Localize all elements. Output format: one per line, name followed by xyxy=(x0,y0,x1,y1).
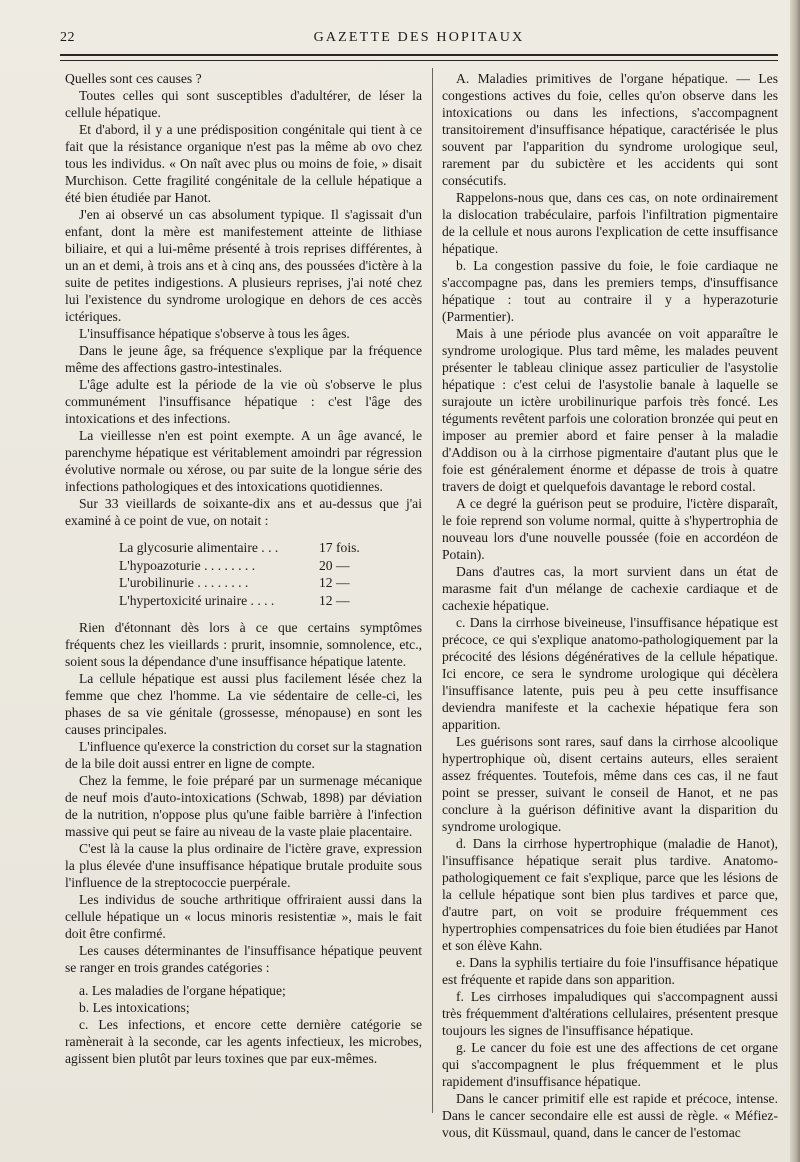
stat-label: La glycosurie alimentaire . . . xyxy=(119,540,279,555)
paragraph: g. Le cancer du foie est une des affections de cet organe qui s'accompagnent le plus fréquemment et le plus rapidement d'insuffisance hépatique. xyxy=(442,1040,778,1089)
stat-row xyxy=(119,592,369,610)
column-divider xyxy=(432,68,433,1113)
stat-row xyxy=(119,574,369,592)
stat-label: L'hypoazoturie . . . . . . . . xyxy=(119,557,256,573)
paragraph: Et d'abord, il y a une prédisposition congénitale qui tient à ce fait que la résistance organique n'est pas la même ab ovo chez tous les individus. « On naît avec plus ou moins de foie, » disait Murchison. Cette fragilité congénitale de la cellule hépatique a été bien étudiée par Hanot. xyxy=(65,122,422,205)
paragraph: Les causes déterminantes de l'insuffisance hépatique peuvent se ranger en trois grandes catégories : xyxy=(65,943,422,975)
paragraph: Rien d'étonnant dès lors à ce que certains symptômes fréquents chez les vieillards : prurit, insomnie, somnolence, etc., soient sous la dépendance d'une insuffisance hépatique latente. xyxy=(65,620,422,669)
list-item: c. Les infections, et encore cette dernière catégorie se ramènerait à la seconde, car les agents infectieux, les microbes, agissent bien plutôt par leurs toxines que par eux-mêmes. xyxy=(65,1017,422,1066)
paragraph: Rappelons-nous que, dans ces cas, on note ordinairement la dislocation trabéculaire, parfois l'infiltration pigmentaire de la cellule et nous aurons l'explication de cette insuffisance hépatique. xyxy=(442,190,778,256)
paragraph: C'est là la cause la plus ordinaire de l'ictère grave, expression la plus élevée d'une insuffisance hépatique brutale produite sous l'influence de la streptococcie puerpérale. xyxy=(65,841,422,890)
left-column xyxy=(65,70,422,1067)
journal-title: GAZETTE DES HOPITAUX xyxy=(313,30,525,45)
paragraph: Sur 33 vieillards de soixante-dix ans et au-dessus que j'ai examiné à ce point de vue, on notait : xyxy=(65,496,422,528)
paragraph: Les guérisons sont rares, sauf dans la cirrhose alcoolique hypertrophique où, disent certains auteurs, elles seraient assez fréquentes. Toutefois, même dans ces cas, il ne faut point se presser, suivant le conseil de Hanot, et ne pas conclure à la guérison définitive avant la disparition du syndrome urologique. xyxy=(442,734,778,834)
paragraph: Toutes celles qui sont susceptibles d'adultérer, de léser la cellule hépatique. xyxy=(65,88,422,120)
header-rule-thin xyxy=(60,60,778,61)
paragraph: Les individus de souche arthritique offriraient aussi dans la cellule hépatique un « locus minoris resistentiæ », mais le fait doit être confirmé. xyxy=(65,892,422,941)
paragraph: f. Les cirrhoses impaludiques qui s'accompagnent aussi très fréquemment d'altérations cellulaires, présentent presque toujours les signes de l'insuffisance hépatique. xyxy=(442,989,778,1038)
list-item: b. Les intoxications; xyxy=(79,1000,190,1015)
paragraph: La cellule hépatique est aussi plus facilement lésée chez la femme que chez l'homme. La vie sédentaire de celle-ci, les phases de sa vie génitale (grossesse, ménopause) en sont les causes principales. xyxy=(65,671,422,737)
paragraph: Chez la femme, le foie préparé par un surmenage mécanique de neuf mois d'auto-intoxications (Schwab, 1898) par déviation de la nutrition, n'oppose plus qu'une faible barrière à l'infection massive qui peut se faire au niveau de la vaste plaie placentaire. xyxy=(65,773,422,839)
paragraph: L'âge adulte est la période de la vie où s'observe le plus communément l'insuffisance hépatique : c'est l'âge des intoxications et des infections. xyxy=(65,377,422,426)
stat-value: 17 fois. xyxy=(319,540,360,555)
paragraph: Dans d'autres cas, la mort survient dans un état de marasme fait d'un mélange de cachexie cardiaque et de cachexie hépatique. xyxy=(442,564,778,613)
paragraph: J'en ai observé un cas absolument typique. Il s'agissait d'un enfant, dont la mère est manifestement atteinte de lithiase biliaire, et qui a lui-même présenté à trois reprises différentes, à un an et demi, à trois ans et à cinq ans, des poussées d'ictère à la suite de petites indigestions. A plusieurs reprises, j'ai noté chez lui l'existence du syndrome urologique en dehors de ces accès ictériques. xyxy=(65,207,422,324)
paragraph: Quelles sont ces causes ? xyxy=(65,71,202,86)
page-header xyxy=(60,28,778,50)
stat-value: 12 — xyxy=(319,575,350,590)
stat-label: L'urobilinurie . . . . . . . . xyxy=(119,575,249,590)
stat-value: 12 — xyxy=(319,592,350,608)
stat-label: L'hypertoxicité urinaire . . . . xyxy=(119,592,275,608)
paragraph: Dans le cancer primitif elle est rapide et précoce, intense. Dans le cancer secondaire elle est aussi de règle. « Méfiez-vous, dit Küssmaul, quand, dans le cancer de l'estomac xyxy=(442,1091,778,1140)
paragraph: d. Dans la cirrhose hypertrophique (maladie de Hanot), l'insuffisance hépatique serait plus tardive. Anatomo-pathologiquement ce fait s'explique, parce que les lésions de la cellule hépatique sont bien plus tardives et parce que, d'autre part, on voit se produire fréquemment ces hypertrophies compensatrices du foie bien étudiées par Hanot et son élève Kahn. xyxy=(442,836,778,953)
stat-row xyxy=(119,557,369,575)
page-number: 22 xyxy=(60,30,75,45)
paragraph: c. Dans la cirrhose biveineuse, l'insuffisance hépatique est précoce, ce qui s'explique anatomo-pathologiquement par la précocité des lésions dégénératives de la cellule hépatique. Ici encore, ce sera le syndrome urologique qui décèlera l'insuffisance latente, puis peu à peu cette insuffisance deviendra manifeste et la cachexie hépatique fera son apparition. xyxy=(442,615,778,732)
paragraph: A ce degré la guérison peut se produire, l'ictère disparaît, le foie reprend son volume normal, quitte à s'hypertrophia de nouveau lors d'une nouvelle poussée (foie en accordéon de Potain). xyxy=(442,496,778,562)
header-rule-thick xyxy=(60,54,778,56)
paragraph: e. Dans la syphilis tertiaire du foie l'insuffisance hépatique est fréquente et rapide dans son apparition. xyxy=(442,955,778,987)
elderly-stats-table xyxy=(119,539,369,609)
paragraph: L'influence qu'exerce la constriction du corset sur la stagnation de la bile doit aussi entrer en ligne de compte. xyxy=(65,739,422,771)
paragraph: L'insuffisance hépatique s'observe à tous les âges. xyxy=(79,326,350,341)
page-edge xyxy=(790,0,800,1162)
list-item: a. Les maladies de l'organe hépatique; xyxy=(79,983,286,998)
paragraph: A. Maladies primitives de l'organe hépatique. — Les congestions actives du foie, celles qu'on observe dans les intoxications ou dans les infections, s'accompagnent transitoirement d'insuffisance hépatique, caractérisée le plus souvent par l'apparition du syndrome urologique seul, rarement par du subictère et les accidents qui sont consécutifs. xyxy=(442,71,778,188)
paragraph: La vieillesse n'en est point exempte. A un âge avancé, le parenchyme hépatique est véritablement amoindri par régression évolutive normale ou xérose, ou par suite de la longue série des infections pathologiques et des intoxications quotidiennes. xyxy=(65,428,422,494)
stat-value: 20 — xyxy=(319,557,350,573)
paragraph: b. La congestion passive du foie, le foie cardiaque ne s'accompagne pas, dans les premiers temps, d'insuffisance hépatique : tout au contraire il y a hyperazoturie (Parmentier). xyxy=(442,258,778,324)
paragraph: Dans le jeune âge, sa fréquence s'explique par la fréquence même des affections gastro-intestinales. xyxy=(65,343,422,375)
paragraph: Mais à une période plus avancée on voit apparaître le syndrome urologique. Plus tard même, les malades peuvent présenter le tableau clinique assez particulier de l'asystolie hépatique : c'est celui de l'asystolie banale à laquelle se surajoute un ictère urobilinurique parfois très foncé. Les téguments revêtent parfois une coloration bronzée qui peut en imposer au premier abord et faire penser à la maladie d'Addison ou à la cirrhose pigmentaire d'autant plus que le foie est généralement énorme et dépasse de trois à quatre travers de doigt et quelquefois davantage le rebord costal. xyxy=(442,326,778,494)
right-column xyxy=(442,70,778,1141)
stat-row xyxy=(119,539,369,557)
